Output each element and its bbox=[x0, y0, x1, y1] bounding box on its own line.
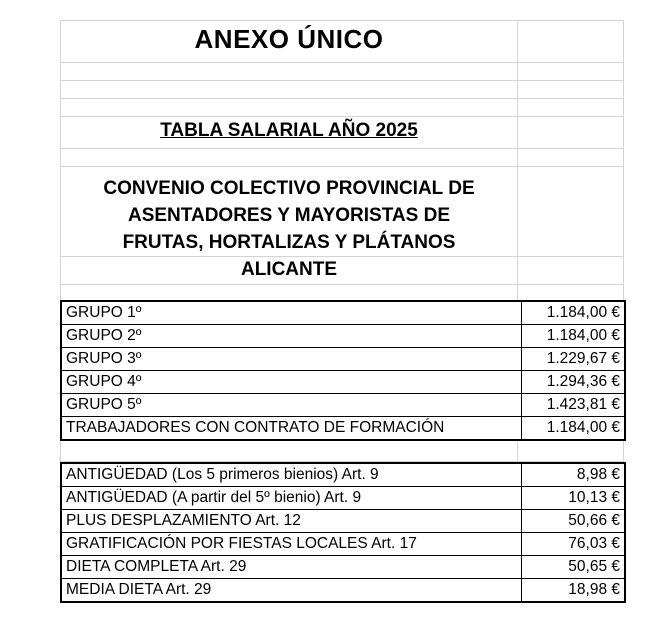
convenio-title bbox=[60, 175, 518, 283]
row-value: 8,98 € bbox=[576, 466, 620, 483]
row-label: GRUPO 3º bbox=[62, 348, 522, 370]
table-row bbox=[62, 393, 624, 416]
row-label: TRABAJADORES CON CONTRATO DE FORMACIÓN bbox=[62, 417, 522, 439]
convenio-line: ASENTADORES Y MAYORISTAS DE bbox=[127, 205, 450, 226]
convenio-line: FRUTAS, HORTALIZAS Y PLÁTANOS bbox=[122, 232, 456, 253]
table-row bbox=[62, 555, 624, 578]
page-title: ANEXO ÚNICO bbox=[194, 24, 384, 54]
row-value: 50,65 € bbox=[568, 558, 620, 575]
grid-line bbox=[60, 98, 624, 99]
convenio-line: CONVENIO COLECTIVO PROVINCIAL DE bbox=[103, 178, 475, 199]
table-row bbox=[62, 486, 624, 509]
row-value: 1.294,36 € bbox=[546, 373, 620, 390]
grid-line bbox=[60, 166, 624, 167]
table-row bbox=[62, 370, 624, 393]
row-value: 1.184,00 € bbox=[546, 327, 620, 344]
grid-line bbox=[60, 440, 61, 462]
row-label: GRUPO 1º bbox=[62, 302, 522, 324]
grid-line bbox=[623, 440, 624, 462]
row-label: MEDIA DIETA Art. 29 bbox=[62, 579, 522, 601]
table-row bbox=[62, 464, 624, 486]
table-row bbox=[62, 532, 624, 555]
row-value: 18,98 € bbox=[568, 581, 620, 598]
table-row bbox=[62, 347, 624, 370]
row-value: 1.184,00 € bbox=[546, 304, 620, 321]
table-row bbox=[62, 509, 624, 532]
table-subtitle: TABLA SALARIAL AÑO 2025 bbox=[160, 120, 418, 141]
salary-groups-table bbox=[60, 300, 626, 441]
supplements-table bbox=[60, 462, 626, 603]
table-row bbox=[62, 578, 624, 601]
row-label: PLUS DESPLAZAMIENTO Art. 12 bbox=[62, 510, 522, 532]
table-row bbox=[62, 324, 624, 347]
row-label: GRUPO 4º bbox=[62, 371, 522, 393]
row-value: 1.423,81 € bbox=[546, 396, 620, 413]
grid-line bbox=[60, 284, 624, 285]
row-value: 1.229,67 € bbox=[546, 350, 620, 367]
table-row bbox=[62, 416, 624, 439]
grid-line bbox=[60, 62, 624, 63]
convenio-line: ALICANTE bbox=[240, 259, 338, 280]
row-label: GRUPO 2º bbox=[62, 325, 522, 347]
row-value: 10,13 € bbox=[568, 489, 620, 506]
grid-line bbox=[517, 440, 518, 462]
row-label: DIETA COMPLETA Art. 29 bbox=[62, 556, 522, 578]
grid-line bbox=[60, 80, 624, 81]
row-label: GRATIFICACIÓN POR FIESTAS LOCALES Art. 17 bbox=[62, 533, 522, 555]
row-value: 1.184,00 € bbox=[546, 419, 620, 436]
row-value: 76,03 € bbox=[568, 535, 620, 552]
row-label: ANTIGÜEDAD (A partir del 5º bienio) Art. 9 bbox=[62, 487, 522, 509]
grid-line bbox=[60, 116, 624, 117]
table-row bbox=[62, 302, 624, 324]
row-value: 50,66 € bbox=[568, 512, 620, 529]
grid-line bbox=[60, 20, 624, 21]
row-label: GRUPO 5º bbox=[62, 394, 522, 416]
row-label: ANTIGÜEDAD (Los 5 primeros bienios) Art. 9 bbox=[62, 464, 522, 486]
grid-line bbox=[60, 148, 624, 149]
